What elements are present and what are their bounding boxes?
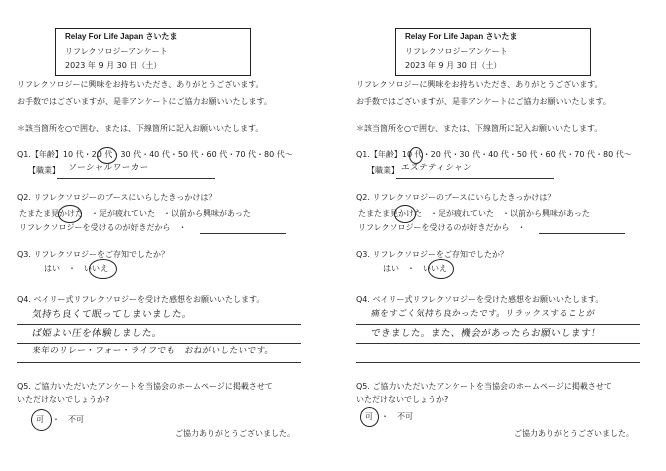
comment-underline	[356, 343, 640, 344]
comment-line-3: 来年のリレー・フォー・ライフでも おねがいしたいです。	[31, 346, 275, 356]
q4-question: Q4. ベイリー式リフレクソロジーを受けた感想をお願いいたします。	[356, 295, 604, 304]
survey-sheet-right	[333, 0, 666, 471]
intro-line-2: お手数ではございますが、是非アンケートにご協力お願いいたします。	[356, 97, 611, 106]
q2-option-like: リフレクソロジーを受けるのが好きだから ・	[358, 223, 526, 232]
q2-options: たまたま見かけた ・足が疲れていた ・以前から興味があった	[19, 209, 251, 218]
q5-question: Q5. ご協力いただいたアンケートを当協会のホームページに掲載させて	[17, 382, 273, 391]
q3-question: Q3. リフレクソロジーをご存知でしたか？	[356, 250, 508, 259]
occupation-answer: ソーシャルワーカー	[67, 163, 150, 173]
comment-underline	[17, 362, 301, 363]
q1-occupation-label: 【職業】	[367, 166, 399, 175]
q5-question-cont: いただけないでしょうか?	[17, 395, 110, 404]
event-name: Relay For Life Japan さいたま	[65, 32, 178, 41]
q5-question: Q5. ご協力いただいたアンケートを当協会のホームページに掲載させて	[356, 382, 612, 391]
answer-circle	[31, 409, 52, 431]
comment-underline	[17, 324, 301, 325]
q4-question: Q4. ベイリー式リフレクソロジーを受けた感想をお願いいたします。	[17, 295, 265, 304]
q2-other-underline	[200, 233, 286, 234]
header-box	[55, 28, 251, 76]
survey-title: リフレクソロジーアンケート	[65, 47, 168, 56]
q5-options: 可 ・ 不可	[365, 412, 413, 421]
intro-line-2: お手数ではございますが、是非アンケートにご協力お願いいたします。	[17, 97, 272, 106]
q2-question: Q2. リフレクソロジーのブースにいらしたきっかけは？	[17, 193, 217, 202]
q2-option-like: リフレクソロジーを受けるのが好きだから ・	[19, 223, 187, 232]
answer-circle	[394, 205, 416, 223]
q1-age-options: Q1.【年齢】10 代・20 代・30 代・40 代・50 代・60 代・70 代・80 代〜	[17, 150, 293, 159]
q1-occupation-label: 【職業】	[28, 166, 60, 175]
survey-date: 2023 年 9 月 30 日（土）	[65, 61, 162, 70]
comment-line-2: ぱ姫よい圧を体験しました。	[31, 328, 163, 339]
answer-circle	[428, 259, 454, 279]
event-name: Relay For Life Japan さいたま	[405, 32, 518, 41]
answer-circle	[58, 205, 82, 223]
occupation-underline	[396, 178, 554, 179]
answer-circle	[89, 259, 117, 279]
intro-line-1: リフレクソロジーに興味をお持ちいただき、ありがとうございます。	[17, 80, 264, 89]
survey-title: リフレクソロジーアンケート	[405, 47, 508, 56]
q3-options: はい ・ いいえ	[383, 264, 447, 273]
survey-date: 2023 年 9 月 30 日（土）	[405, 61, 502, 70]
header-box	[395, 28, 591, 76]
comment-line-1: 気持ち良くて眠ってしまいました。	[31, 309, 193, 320]
comment-line-2: できました。また、機会があったらお願いします！	[370, 328, 602, 339]
answer-circle	[360, 407, 379, 427]
comment-underline	[356, 362, 640, 363]
instruction: ＊該当箇所を○で囲む、または、下線箇所に記入お願いいたします。	[356, 124, 603, 133]
q2-other-underline	[539, 233, 625, 234]
intro-line-1: リフレクソロジーに興味をお持ちいただき、ありがとうございます。	[356, 80, 603, 89]
thanks-text: ご協力ありがとうございました。	[514, 429, 634, 438]
instruction: ＊該当箇所を○で囲む、または、下線箇所に記入お願いいたします。	[17, 124, 264, 133]
q2-question: Q2. リフレクソロジーのブースにいらしたきっかけは？	[356, 193, 556, 202]
comment-line-1: 痛をすごく気持ち良かったです。リラックスすることが	[370, 309, 596, 319]
thanks-text: ご協力ありがとうございました。	[175, 429, 295, 438]
occupation-answer: エステティシャン	[400, 163, 473, 173]
q5-options: 可 ・ 不可	[36, 415, 84, 424]
occupation-underline	[57, 178, 215, 179]
comment-underline	[17, 343, 301, 344]
q2-options: たまたま見かけた ・足が疲れていた ・以前から興味があった	[358, 209, 590, 218]
q3-question: Q3. リフレクソロジーをご存知でしたか？	[17, 250, 169, 259]
answer-circle	[97, 147, 117, 164]
q1-age-options: Q1.【年齢】10 代・20 代・30 代・40 代・50 代・60 代・70 代・80 代〜	[356, 150, 632, 159]
q5-question-cont: いただけないでしょうか?	[356, 395, 449, 404]
q3-options: はい ・ いいえ	[44, 264, 108, 273]
comment-underline	[356, 324, 640, 325]
answer-circle	[409, 147, 423, 164]
